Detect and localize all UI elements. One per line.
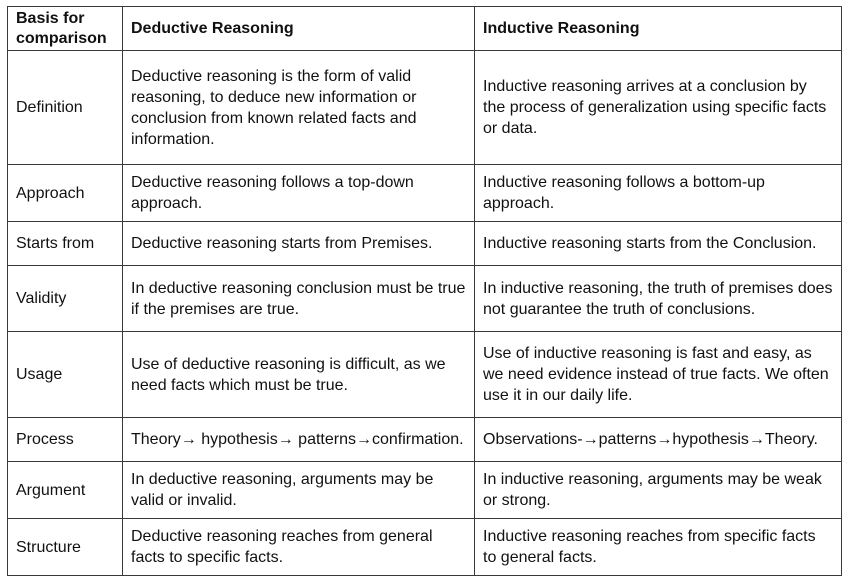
header-row xyxy=(8,7,842,51)
row-inductive: In inductive reasoning, arguments may be weak or strong. xyxy=(475,462,842,519)
row-deductive: Deductive reasoning reaches from general facts to specific facts. xyxy=(123,519,475,576)
row-basis: Starts from xyxy=(8,222,123,266)
row-deductive: Theory→ hypothesis→ patterns→confirmation. xyxy=(123,418,475,462)
row-inductive: Inductive reasoning arrives at a conclusion by the process of generalization using specific facts or data. xyxy=(475,51,842,165)
row-basis: Usage xyxy=(8,332,123,418)
row-basis: Definition xyxy=(8,51,123,165)
table-row xyxy=(8,332,842,418)
row-basis: Argument xyxy=(8,462,123,519)
header-basis: Basis for comparison xyxy=(8,7,123,51)
row-basis: Structure xyxy=(8,519,123,576)
row-basis: Validity xyxy=(8,266,123,332)
row-inductive: Use of inductive reasoning is fast and easy, as we need evidence instead of true facts. We often use it in our daily life. xyxy=(475,332,842,418)
row-inductive: Inductive reasoning reaches from specific facts to general facts. xyxy=(475,519,842,576)
row-deductive: In deductive reasoning, arguments may be valid or invalid. xyxy=(123,462,475,519)
row-deductive: Deductive reasoning follows a top-down approach. xyxy=(123,165,475,222)
table-row xyxy=(8,222,842,266)
table-row xyxy=(8,165,842,222)
table-row xyxy=(8,266,842,332)
table-row xyxy=(8,519,842,576)
row-basis: Process xyxy=(8,418,123,462)
row-deductive: Deductive reasoning starts from Premises. xyxy=(123,222,475,266)
row-basis: Approach xyxy=(8,165,123,222)
table-row xyxy=(8,462,842,519)
header-deductive: Deductive Reasoning xyxy=(123,7,475,51)
row-deductive: Use of deductive reasoning is difficult, as we need facts which must be true. xyxy=(123,332,475,418)
row-inductive: Inductive reasoning starts from the Conclusion. xyxy=(475,222,842,266)
row-inductive: Inductive reasoning follows a bottom-up approach. xyxy=(475,165,842,222)
row-deductive: Deductive reasoning is the form of valid reasoning, to deduce new information or conclusion from known related facts and information. xyxy=(123,51,475,165)
table-row xyxy=(8,51,842,165)
table-row xyxy=(8,418,842,462)
row-deductive: In deductive reasoning conclusion must be true if the premises are true. xyxy=(123,266,475,332)
row-inductive: Observations-→patterns→hypothesis→Theory. xyxy=(475,418,842,462)
row-inductive: In inductive reasoning, the truth of premises does not guarantee the truth of conclusions. xyxy=(475,266,842,332)
header-inductive: Inductive Reasoning xyxy=(475,7,842,51)
comparison-table xyxy=(7,6,842,576)
